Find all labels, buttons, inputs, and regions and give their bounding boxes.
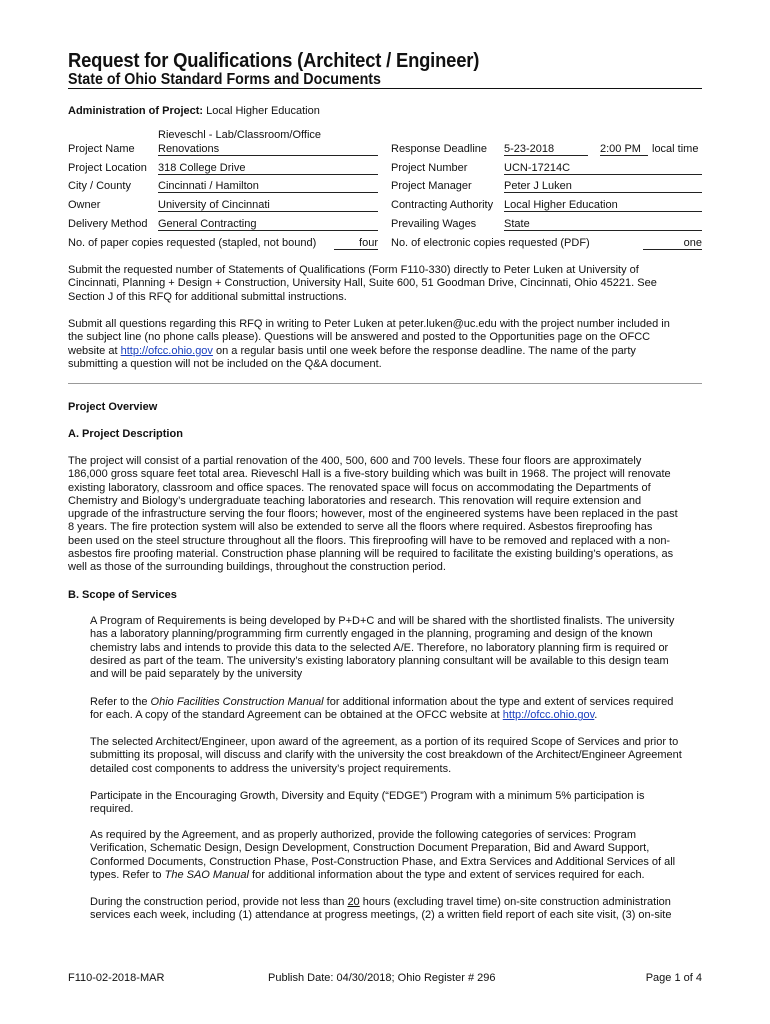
scope-line xyxy=(90,896,702,909)
scope-line: As required by the Agreement, and as properly authorized, provide the following categories of services: Program xyxy=(90,829,637,841)
scope-line: has a laboratory planning/programming firm currently engaged in the planning, programing and design of the known xyxy=(90,628,653,641)
owner-label: Owner xyxy=(68,199,101,211)
scope-text: for each. A copy of the standard Agreement can be obtained at the OFCC website at xyxy=(90,709,500,722)
questions-paragraph xyxy=(68,318,702,371)
scope-paragraph-4 xyxy=(90,790,702,817)
questions-line xyxy=(68,345,702,358)
contracting-authority-label: Contracting Authority xyxy=(391,199,494,211)
scope-line: required. xyxy=(90,803,134,816)
scope-text: types. Refer to xyxy=(90,868,162,881)
scope-line: and will be paid separately by the university xyxy=(90,668,303,681)
ofcc-website-link[interactable]: http://ofcc.ohio.gov xyxy=(120,344,213,357)
submission-paragraph xyxy=(68,264,702,304)
submission-line: Cincinnati, Planning + Design + Construction, University Hall, Suite 600, 51 Goodman Drive, Cincinnati, Ohio 45221. See xyxy=(68,277,657,290)
section-b-heading: B. Scope of Services xyxy=(68,589,177,601)
electronic-copies-label: No. of electronic copies requested (PDF) xyxy=(391,237,590,249)
description-line: The project will consist of a partial renovation of the 400, 500, 600 and 700 levels. These four floors are approximately xyxy=(68,455,642,467)
scope-line: chemistry labs and intends to provide this data to the selected A/E. Therefore, no laboratory planning firm is required or xyxy=(90,641,669,654)
city-county-label: City / County xyxy=(68,180,131,192)
sao-manual-title: The SAO Manual xyxy=(164,868,249,881)
city-county-value: Cincinnati / Hamilton xyxy=(158,180,378,193)
project-manager-label: Project Manager xyxy=(391,180,472,192)
questions-text: on a regular basis until one week before the response deadline. The name of the party xyxy=(216,344,636,357)
scope-text: for additional information about the type and extent of services required for each. xyxy=(252,868,645,881)
project-location-value: 318 College Drive xyxy=(158,162,378,175)
scope-text: During the construction period, provide not less than xyxy=(90,896,345,908)
project-name-value-line1: Rieveschl - Lab/Classroom/Office xyxy=(158,129,322,141)
scope-line: A Program of Requirements is being developed by P+D+C and will be shared with the shortlisted finalists. The university xyxy=(90,615,675,627)
response-deadline-date: 5-23-2018 xyxy=(504,143,588,156)
scope-paragraph-2 xyxy=(90,696,702,723)
paper-copies-label: No. of paper copies requested (stapled, not bound) xyxy=(68,237,317,249)
scope-text: . xyxy=(594,709,598,722)
project-manager-value: Peter J Luken xyxy=(504,180,702,193)
delivery-method-label: Delivery Method xyxy=(68,218,148,230)
scope-line: desired as part of the team. The university’s existing laboratory planning consultant will be available to this design team xyxy=(90,654,669,667)
scope-line xyxy=(90,696,702,709)
project-number-label: Project Number xyxy=(391,162,468,174)
admin-value: Local Higher Education xyxy=(206,105,320,117)
prevailing-wages-label: Prevailing Wages xyxy=(391,218,477,230)
ofcc-manual-title: Ohio Facilities Construction Manual xyxy=(150,696,324,708)
scope-line: Conformed Documents, Construction Phase, Post-Construction Phase, and Extra Services and Additional Services of all xyxy=(90,855,676,868)
document-page xyxy=(68,0,702,1024)
footer-form-id: F110-02-2018-MAR xyxy=(68,972,165,984)
response-deadline-time: 2:00 PM xyxy=(600,143,648,156)
administration-line xyxy=(68,104,320,118)
scope-text: hours (excluding travel time) on-site construction administration xyxy=(362,896,671,908)
ofcc-website-link-2[interactable]: http://ofcc.ohio.gov xyxy=(502,709,595,722)
section-a-heading: A. Project Description xyxy=(68,428,183,440)
response-deadline-label: Response Deadline xyxy=(391,143,488,155)
description-line: upgrade of the infrastructure serving the four floors; however, most of the engineered systems have been replaced in the past xyxy=(68,508,678,521)
electronic-copies-value: one xyxy=(643,237,702,250)
document-subtitle: State of Ohio Standard Forms and Documents xyxy=(68,71,381,88)
paper-copies-value: four xyxy=(334,237,378,250)
response-deadline-suffix: local time xyxy=(652,143,699,155)
owner-value: University of Cincinnati xyxy=(158,199,378,212)
hours-value: 20 xyxy=(347,896,360,908)
footer-page-number: Page 1 of 4 xyxy=(645,972,702,984)
description-line: existing laboratory, classroom and office spaces. The renovated space will focus on accommodating the Departments of xyxy=(68,481,651,494)
scope-paragraph-6 xyxy=(90,896,702,923)
admin-label: Administration of Project: xyxy=(68,105,204,117)
prevailing-wages-value: State xyxy=(504,218,702,231)
submission-line: Submit the requested number of Statements of Qualifications (Form F110-330) directly to Peter Luken at University of xyxy=(68,264,639,276)
scope-paragraph-3 xyxy=(90,736,702,776)
description-line: been used on the steel structure throughout all the floors. This fireproofing will have to be removed and replaced with a non- xyxy=(68,534,671,547)
contracting-authority-value: Local Higher Education xyxy=(504,199,702,212)
questions-line: the subject line (no phone calls please). Questions will be answered and posted to the Opportunities page on the OFCC xyxy=(68,331,651,344)
scope-line: detailed cost components to address the university’s project requirements. xyxy=(90,762,452,775)
scope-line: The selected Architect/Engineer, upon award of the agreement, as a portion of its required Scope of Services and prior to xyxy=(90,736,679,748)
project-overview-heading: Project Overview xyxy=(68,401,158,413)
project-name-value-line2: Renovations xyxy=(158,143,378,156)
project-name-label: Project Name xyxy=(68,143,135,155)
questions-text: website at xyxy=(68,344,118,357)
scope-text: Refer to the xyxy=(90,696,148,708)
questions-line: Submit all questions regarding this RFQ in writing to Peter Luken at peter.luken@uc.edu with the project number included in xyxy=(68,318,670,330)
title-divider xyxy=(68,88,702,89)
scope-paragraph-5 xyxy=(90,829,702,882)
footer-publish-date: Publish Date: 04/30/2018; Ohio Register # 296 xyxy=(268,972,496,984)
scope-line xyxy=(90,869,702,882)
section-divider xyxy=(68,383,702,384)
questions-line: submitting a question will not be included on the Q&A document. xyxy=(68,357,382,370)
scope-text: for additional information about the type and extent of services required xyxy=(326,696,674,708)
description-line: 8 years. The fire protection system will also be extended to serve all the floors where required. Asbestos fireproofing has xyxy=(68,521,653,534)
scope-line: services each week, including (1) attendance at progress meetings, (2) a written field report of each site visit, (3) on-site xyxy=(90,909,672,922)
scope-line xyxy=(90,709,702,722)
scope-paragraph-1 xyxy=(90,615,702,681)
description-line: 186,000 gross square feet total area. Rieveschl Hall is a five-story building which was built in 1968. The project will renovate xyxy=(68,468,671,481)
description-line: well as those of the surrounding buildings, throughout the construction period. xyxy=(68,561,446,574)
scope-line: Participate in the Encouraging Growth, Diversity and Equity (“EDGE”) Program with a minimum 5% participation is xyxy=(90,790,645,802)
document-title: Request for Qualifications (Architect / Engineer) xyxy=(68,50,480,72)
project-description-paragraph xyxy=(68,455,702,575)
delivery-method-value: General Contracting xyxy=(158,218,378,231)
description-line: asbestos fire proofing material. Construction phase planning will be required to facilitate the existing building’s operations, as xyxy=(68,548,674,561)
submission-line: Section J of this RFQ for additional submittal instructions. xyxy=(68,290,347,303)
project-location-label: Project Location xyxy=(68,162,147,174)
project-number-value: UCN-17214C xyxy=(504,162,702,175)
scope-line: submitting its proposal, will discuss and clarify with the university the cost breakdown of the Architect/Engineer Agreement xyxy=(90,749,682,762)
description-line: Chemistry and Biology’s undergraduate teaching laboratories and research. This renovation will require extension and xyxy=(68,494,642,507)
scope-line: Verification, Schematic Design, Design Development, Construction Document Preparation, Bid and Award Support, xyxy=(90,842,650,855)
